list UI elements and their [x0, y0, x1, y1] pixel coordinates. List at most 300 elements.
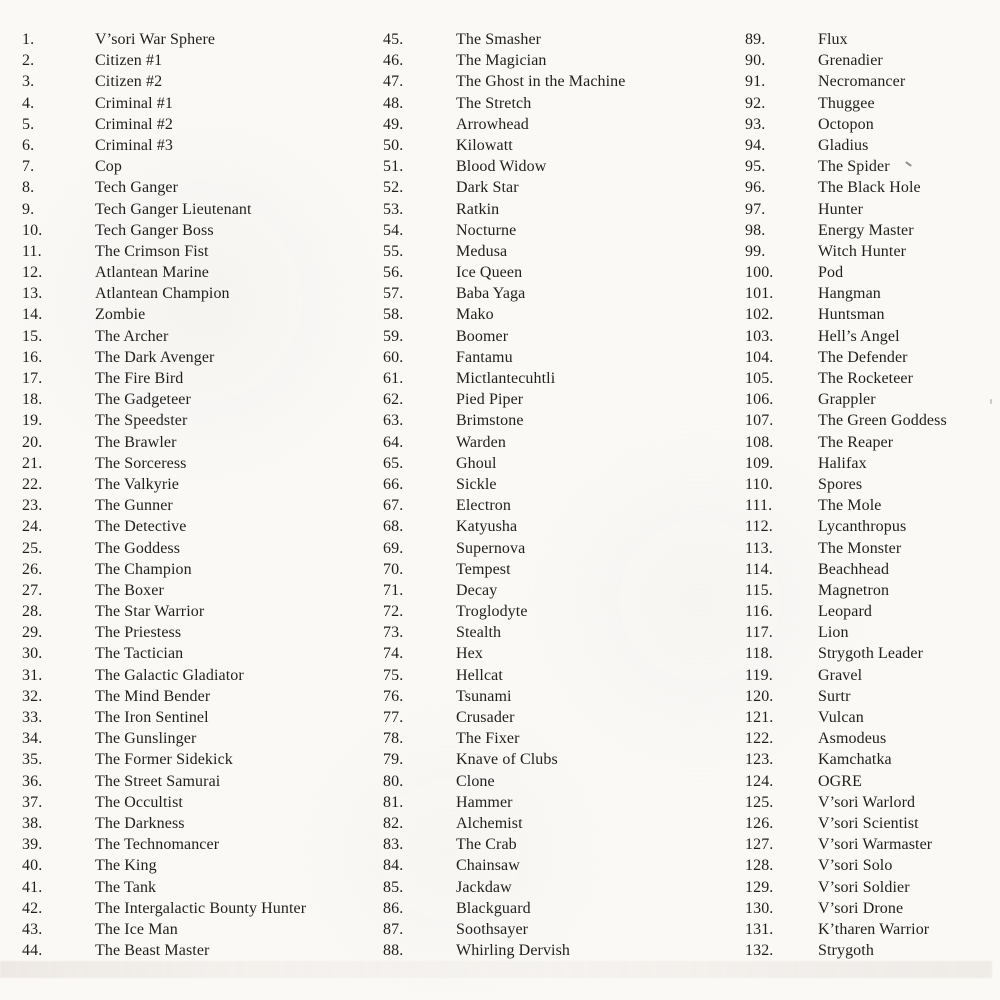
list-item-label: The Sorceress: [95, 454, 187, 472]
list-item-label: The Technomancer: [95, 836, 220, 854]
list-item-number: 37.: [22, 793, 43, 811]
list-item-number: 119.: [745, 666, 773, 684]
list-item-label: Tech Ganger Lieutenant: [95, 200, 252, 218]
list-item-number: 103.: [745, 327, 774, 345]
list-item: [745, 243, 1000, 264]
list-item: [22, 264, 367, 285]
list-item: [383, 434, 728, 455]
list-item-label: Flux: [818, 31, 848, 48]
list-item-label: Hex: [456, 645, 483, 663]
list-item: [22, 624, 367, 645]
list-item-label: The Tactician: [95, 645, 184, 663]
list-item-number: 79.: [383, 751, 404, 769]
list-item-label: Blood Widow: [456, 158, 547, 176]
list-item-label: Halifax: [818, 454, 867, 472]
list-item-label: Hunter: [818, 200, 864, 218]
list-item: [22, 285, 367, 306]
list-item-number: 77.: [383, 709, 404, 726]
list-item: [745, 773, 1000, 794]
list-item-label: Tech Ganger: [95, 179, 179, 197]
list-item: [22, 836, 367, 857]
list-item-label: The Black Hole: [818, 179, 921, 197]
list-item-label: Citizen #2: [95, 73, 163, 91]
list-item-label: The Smasher: [456, 31, 542, 48]
list-item: [22, 455, 367, 476]
list-item: [383, 476, 728, 497]
list-item-label: Mictlantecuhtli: [456, 370, 556, 387]
list-item: [22, 773, 367, 794]
list-item-number: 89.: [745, 31, 766, 48]
list-item-number: 81.: [383, 793, 404, 811]
list-item-number: 49.: [383, 115, 404, 133]
list-item-number: 21.: [22, 454, 43, 472]
list-item-number: 126.: [745, 814, 774, 832]
list-item-label: Sickle: [456, 475, 497, 493]
list-item-number: 110.: [745, 475, 773, 493]
list-item-label: Witch Hunter: [818, 242, 907, 260]
list-item: [745, 201, 1000, 222]
list-item-number: 25.: [22, 539, 43, 557]
list-item-number: 8.: [22, 179, 35, 197]
list-item: [745, 264, 1000, 285]
list-item: [22, 476, 367, 497]
list-item-number: 50.: [383, 136, 404, 154]
list-item-number: 15.: [22, 327, 43, 345]
list-item-number: 61.: [383, 370, 404, 387]
list-item-label: The Rocketeer: [818, 370, 914, 387]
list-item-number: 102.: [745, 306, 774, 324]
list-item-label: The Priestess: [95, 624, 182, 642]
list-item-number: 1.: [22, 31, 35, 48]
list-item-number: 59.: [383, 327, 404, 345]
list-item-number: 94.: [745, 136, 766, 154]
list-item: [22, 561, 367, 582]
list-item-label: The Boxer: [95, 581, 164, 599]
list-item: [745, 667, 1000, 688]
list-item-label: Lion: [818, 624, 849, 642]
list-item-number: 55.: [383, 242, 404, 260]
list-item-label: The Stretch: [456, 94, 532, 112]
list-item: [383, 561, 728, 582]
list-item: [745, 476, 1000, 497]
list-item: [383, 391, 728, 412]
list-item-label: The Former Sidekick: [95, 751, 233, 769]
list-item: [383, 349, 728, 370]
list-item: [383, 582, 728, 603]
list-item: [22, 667, 367, 688]
list-item-label: The Occultist: [95, 793, 183, 811]
list-item: [745, 349, 1000, 370]
list-item-label: Katyusha: [456, 518, 518, 536]
list-item: [745, 582, 1000, 603]
list-item-number: 99.: [745, 242, 766, 260]
list-item: [383, 709, 728, 730]
list-item: [745, 137, 1000, 158]
list-item-number: 17.: [22, 370, 43, 387]
list-item: [383, 688, 728, 709]
list-item: [745, 222, 1000, 243]
list-item-label: The Iron Sentinel: [95, 709, 209, 726]
list-item: [383, 328, 728, 349]
list-item: [22, 243, 367, 264]
list-item-number: 13.: [22, 285, 43, 303]
list-item-label: Pied Piper: [456, 391, 524, 409]
list-item-label: Hangman: [818, 285, 881, 303]
list-item-label: Kamchatka: [818, 751, 892, 769]
list-item-number: 43.: [22, 920, 43, 938]
list-item-number: 105.: [745, 370, 774, 387]
list-item-number: 39.: [22, 836, 43, 854]
list-item-number: 107.: [745, 412, 774, 430]
list-item-number: 124.: [745, 772, 774, 790]
list-item-number: 108.: [745, 433, 774, 451]
list-item-label: Necromancer: [818, 73, 906, 91]
list-item: [22, 688, 367, 709]
list-item-label: Arrowhead: [456, 115, 529, 133]
list-item-number: 32.: [22, 687, 43, 705]
list-item-label: The Brawler: [95, 433, 177, 451]
list-item-number: 45.: [383, 31, 404, 48]
list-item: [383, 773, 728, 794]
list-item: [383, 518, 728, 539]
list-item: [22, 709, 367, 730]
list-item-label: Vulcan: [818, 709, 864, 726]
list-item-label: The Crab: [456, 836, 517, 854]
list-item-label: The Defender: [818, 348, 908, 366]
list-item-number: 69.: [383, 539, 404, 557]
list-item-label: Kilowatt: [456, 136, 513, 154]
list-item: [745, 921, 1000, 942]
list-item: [745, 391, 1000, 412]
list-item-label: Nocturne: [456, 221, 517, 239]
list-item-label: Stealth: [456, 624, 502, 642]
list-item-number: 4.: [22, 94, 35, 112]
list-item-label: V’sori Soldier: [818, 878, 910, 896]
list-item-label: K’tharen Warrior: [818, 920, 930, 938]
list-item-label: The Monster: [818, 539, 902, 557]
list-item-number: 56.: [383, 264, 404, 282]
list-item-label: Magnetron: [818, 581, 890, 599]
list-item-label: Soothsayer: [456, 920, 529, 938]
list-item-number: 9.: [22, 200, 35, 218]
list-item: [383, 540, 728, 561]
list-item: [745, 73, 1000, 94]
list-item-number: 98.: [745, 221, 766, 239]
list-item: [22, 306, 367, 327]
list-item-label: Dark Star: [456, 179, 519, 197]
list-item-label: Energy Master: [818, 221, 914, 239]
list-item-number: 104.: [745, 348, 774, 366]
list-item-label: Blackguard: [456, 899, 531, 917]
list-column-1: [22, 31, 367, 963]
list-item-label: Ghoul: [456, 454, 497, 472]
list-item: [745, 561, 1000, 582]
list-item-number: 7.: [22, 158, 35, 176]
list-item: [745, 709, 1000, 730]
list-item: [383, 95, 728, 116]
list-item: [745, 31, 1000, 52]
list-item-label: The Darkness: [95, 814, 185, 832]
list-item-label: Brimstone: [456, 412, 524, 430]
list-item-number: 29.: [22, 624, 43, 642]
list-item-label: Hellcat: [456, 666, 503, 684]
list-item-number: 53.: [383, 200, 404, 218]
list-item: [745, 518, 1000, 539]
list-item: [22, 179, 367, 200]
list-item-label: Zombie: [95, 306, 146, 324]
list-column-3: [745, 31, 1000, 963]
list-item-number: 3.: [22, 73, 35, 91]
list-item-number: 73.: [383, 624, 404, 642]
list-item-label: The Magician: [456, 52, 547, 70]
list-item-number: 58.: [383, 306, 404, 324]
list-item-number: 27.: [22, 581, 43, 599]
list-item: [22, 95, 367, 116]
list-item: [383, 794, 728, 815]
list-item-number: 52.: [383, 179, 404, 197]
list-item-label: Lycanthropus: [818, 518, 907, 536]
list-item-number: 71.: [383, 581, 404, 599]
list-item: [383, 667, 728, 688]
list-item-number: 11.: [22, 242, 42, 260]
list-item-label: Tech Ganger Boss: [95, 221, 214, 239]
list-column-2: [383, 31, 728, 963]
list-item-number: 123.: [745, 751, 774, 769]
list-item-label: Asmodeus: [818, 730, 887, 748]
list-item-number: 36.: [22, 772, 43, 790]
list-item-label: The Gunner: [95, 497, 173, 515]
list-item-label: Leopard: [818, 603, 873, 621]
list-item-number: 127.: [745, 836, 774, 854]
list-item-label: Electron: [456, 497, 511, 515]
list-item-label: Citizen #1: [95, 52, 163, 70]
list-item-number: 34.: [22, 730, 43, 748]
list-item-number: 68.: [383, 518, 404, 536]
list-item-label: Supernova: [456, 539, 526, 557]
list-item-label: Strygoth Leader: [818, 645, 924, 663]
list-item-number: 42.: [22, 899, 43, 917]
list-item-number: 44.: [22, 942, 43, 960]
list-item-number: 54.: [383, 221, 404, 239]
list-item: [745, 836, 1000, 857]
list-item-label: V’sori Warmaster: [818, 836, 933, 854]
list-item-number: 30.: [22, 645, 43, 663]
list-item: [745, 434, 1000, 455]
list-item-label: The Ghost in the Machine: [456, 73, 626, 91]
list-item: [745, 540, 1000, 561]
list-item: [22, 370, 367, 391]
list-item-number: 96.: [745, 179, 766, 197]
list-item-number: 18.: [22, 391, 43, 409]
list-item-number: 88.: [383, 942, 404, 960]
list-item-number: 5.: [22, 115, 35, 133]
list-item-number: 14.: [22, 306, 43, 324]
list-item: [383, 455, 728, 476]
list-item: [383, 624, 728, 645]
list-item-number: 75.: [383, 666, 404, 684]
list-item-label: The Archer: [95, 327, 169, 345]
list-item: [22, 794, 367, 815]
list-item-label: Mako: [456, 306, 494, 324]
list-item-number: 38.: [22, 814, 43, 832]
list-item-number: 115.: [745, 581, 773, 599]
list-item-number: 120.: [745, 687, 774, 705]
list-item-label: The Fire Bird: [95, 370, 184, 387]
list-item-label: The Ice Man: [95, 920, 178, 938]
list-item-label: Grenadier: [818, 52, 883, 70]
list-item-number: 118.: [745, 645, 773, 663]
list-item-number: 46.: [383, 52, 404, 70]
list-item: [745, 730, 1000, 751]
list-item-label: The Spider: [818, 158, 890, 176]
list-item-number: 2.: [22, 52, 35, 70]
list-item: [22, 434, 367, 455]
list-item-number: 31.: [22, 666, 43, 684]
list-item-number: 16.: [22, 348, 43, 366]
list-item-label: The Street Samurai: [95, 772, 221, 790]
list-item-number: 66.: [383, 475, 404, 493]
list-item-number: 41.: [22, 878, 43, 896]
list-item: [383, 243, 728, 264]
list-item: [745, 857, 1000, 878]
list-item-label: Tempest: [456, 560, 511, 578]
list-item-number: 131.: [745, 920, 774, 938]
list-item: [22, 391, 367, 412]
list-item-number: 74.: [383, 645, 404, 663]
list-item-label: Atlantean Marine: [95, 264, 209, 282]
list-item-number: 19.: [22, 412, 43, 430]
list-item-label: OGRE: [818, 772, 862, 790]
list-item: [383, 815, 728, 836]
list-item-label: The Valkyrie: [95, 475, 179, 493]
list-item-number: 100.: [745, 264, 774, 282]
list-item-label: The Champion: [95, 560, 192, 578]
list-item: [383, 201, 728, 222]
list-item: [383, 264, 728, 285]
list-item-number: 101.: [745, 285, 774, 303]
list-item-label: Criminal #2: [95, 115, 173, 133]
list-item-number: 62.: [383, 391, 404, 409]
list-item-number: 83.: [383, 836, 404, 854]
list-item-number: 95.: [745, 158, 766, 176]
list-item-label: Pod: [818, 264, 844, 282]
list-item-number: 22.: [22, 475, 43, 493]
list-item-label: Jackdaw: [456, 878, 512, 896]
list-item-label: Hammer: [456, 793, 513, 811]
list-item: [745, 603, 1000, 624]
list-item: [22, 518, 367, 539]
list-item: [745, 688, 1000, 709]
list-item: [383, 921, 728, 942]
list-item-label: Grappler: [818, 391, 876, 409]
list-item-label: The King: [95, 857, 157, 875]
list-item: [383, 370, 728, 391]
list-item: [745, 412, 1000, 433]
list-item: [22, 73, 367, 94]
list-item: [383, 158, 728, 179]
list-item-number: 24.: [22, 518, 43, 536]
list-item: [22, 328, 367, 349]
list-item: [383, 116, 728, 137]
list-item-number: 6.: [22, 136, 35, 154]
list-item: [745, 751, 1000, 772]
list-item-number: 129.: [745, 878, 774, 896]
list-item-number: 51.: [383, 158, 404, 176]
list-item-number: 121.: [745, 709, 774, 726]
list-item: [383, 179, 728, 200]
list-item: [383, 222, 728, 243]
list-item-label: Knave of Clubs: [456, 751, 558, 769]
list-item: [745, 815, 1000, 836]
list-item-number: 47.: [383, 73, 404, 91]
list-item-label: Boomer: [456, 327, 509, 345]
list-item-number: 116.: [745, 603, 773, 621]
list-item-number: 60.: [383, 348, 404, 366]
list-item: [22, 201, 367, 222]
list-item: [22, 879, 367, 900]
list-item: [22, 921, 367, 942]
list-item-number: 113.: [745, 539, 773, 557]
list-item-number: 70.: [383, 560, 404, 578]
list-item: [383, 412, 728, 433]
list-item-label: Atlantean Champion: [95, 285, 230, 303]
list-item-label: The Gunslinger: [95, 730, 197, 748]
list-item-number: 33.: [22, 709, 43, 726]
list-item-number: 48.: [383, 94, 404, 112]
list-item-number: 82.: [383, 814, 404, 832]
list-item: [745, 179, 1000, 200]
list-item-label: Gravel: [818, 666, 863, 684]
list-item-label: The Fixer: [456, 730, 520, 748]
list-item-label: Ratkin: [456, 200, 500, 218]
list-item-number: 40.: [22, 857, 43, 875]
list-item-label: The Green Goddess: [818, 412, 947, 430]
list-item: [745, 497, 1000, 518]
list-item-number: 93.: [745, 115, 766, 133]
list-item-label: V’sori War Sphere: [95, 31, 216, 48]
list-item-label: The Star Warrior: [95, 603, 205, 621]
list-item-label: The Dark Avenger: [95, 348, 215, 366]
list-item-label: Tsunami: [456, 687, 512, 705]
list-item: [22, 497, 367, 518]
list-item: [383, 497, 728, 518]
list-item: [383, 879, 728, 900]
list-item-number: 57.: [383, 285, 404, 303]
list-item: [745, 95, 1000, 116]
list-item: [22, 582, 367, 603]
list-item-label: Strygoth: [818, 942, 874, 960]
list-item-number: 20.: [22, 433, 43, 451]
list-item-label: The Intergalactic Bounty Hunter: [95, 899, 307, 917]
list-item-number: 125.: [745, 793, 774, 811]
list-item-number: 86.: [383, 899, 404, 917]
list-item-number: 112.: [745, 518, 773, 536]
list-item-number: 114.: [745, 560, 773, 578]
list-item-label: Ice Queen: [456, 264, 523, 282]
list-item-number: 97.: [745, 200, 766, 218]
list-item: [22, 222, 367, 243]
list-item-label: Decay: [456, 581, 498, 599]
list-item-label: V’sori Drone: [818, 899, 904, 917]
list-item-label: The Galactic Gladiator: [95, 666, 244, 684]
list-item-label: Huntsman: [818, 306, 885, 324]
list-item-label: V’sori Warlord: [818, 793, 916, 811]
list-item-label: The Gadgeteer: [95, 391, 191, 409]
list-item: [745, 52, 1000, 73]
list-item-label: The Mole: [818, 497, 882, 515]
list-item: [745, 645, 1000, 666]
list-item-label: The Crimson Fist: [95, 242, 209, 260]
